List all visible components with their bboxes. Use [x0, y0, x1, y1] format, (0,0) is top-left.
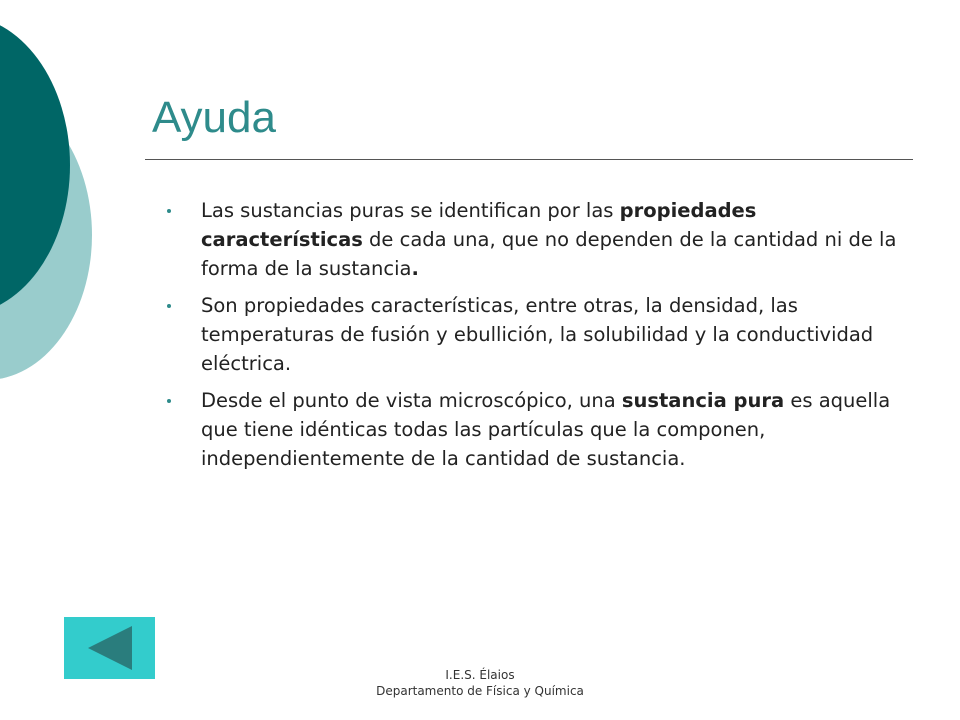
- footer-department: Departamento de Física y Química: [376, 684, 584, 698]
- bullet-item: [163, 386, 923, 473]
- footer: [280, 667, 680, 699]
- bullet-dot: [167, 209, 171, 213]
- bullet-text: de cada una, que no dependen de la cantidad ni de la forma de la sustancia: [201, 228, 897, 280]
- bullet-item: [163, 196, 923, 283]
- title-divider: [145, 159, 913, 160]
- triangle-left-icon: [64, 617, 155, 679]
- bullet-item: [163, 291, 923, 378]
- footer-school: I.E.S. Élaios: [445, 668, 515, 682]
- slide-title: Ayuda: [152, 93, 276, 142]
- bullet-bold-text: propiedades características: [201, 199, 757, 251]
- bullet-text: Las sustancias puras se identifican por las: [201, 199, 620, 222]
- bullet-text: Son propiedades características, entre otras, la densidad, las temperaturas de fusión y ebullición, la solubilidad y la conductividad eléctrica.: [201, 294, 874, 375]
- bullet-text: es aquella que tiene idénticas todas las partículas que la componen, independientemente de la cantidad de sustancia.: [201, 389, 891, 470]
- bullet-bold-text: .: [411, 257, 419, 280]
- bullet-list: [163, 196, 923, 481]
- back-button[interactable]: [64, 617, 155, 679]
- bullet-text: Desde el punto de vista microscópico, una: [201, 389, 622, 412]
- bullet-dot: [167, 399, 171, 403]
- bullet-bold-text: sustancia pura: [621, 389, 785, 412]
- bullet-dot: [167, 304, 171, 308]
